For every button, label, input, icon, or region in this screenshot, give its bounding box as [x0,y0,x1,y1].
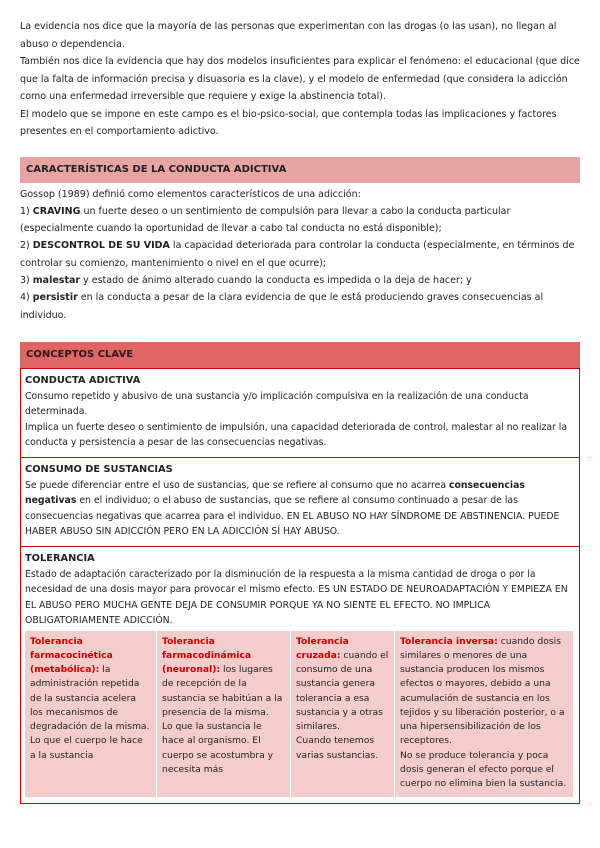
tolerancia-title: TOLERANCIA [25,552,95,564]
list-item [20,289,580,324]
tolerancia-type-cell [291,631,395,797]
consumo-text-part: Se puede diferenciar entre el uso de sustancias, que se refiere al consumo que no acarrea [25,479,449,491]
conducta-adictiva-box [20,368,580,458]
item-text: la capacidad deteriorada para controlar la conducta (especialmente, en términos de controlar su comienzo, mantenimiento o nivel en el que ocurre); [20,240,575,269]
tolerancia-type-term: Tolerancia inversa: [400,635,498,647]
caracteristicas-lead: Gossop (1989) definió como elementos característicos de una adicción: [20,188,361,200]
item-term: DESCONTROL DE SU VIDA [32,240,170,252]
item-text: y estado de ánimo alterado cuando la conducta es impedida o la deja de hacer; y [80,274,472,286]
consumo-bold-term: consecuencias negativas [25,479,525,507]
intro-paragraph-3: El modelo que se impone en este campo es el bio-psico-social, que contempla todas las implicaciones y factores presentes en el comportamiento adictivo. [20,108,557,137]
tolerancia-type-note: Lo que el cuerpo le hace a la sustancia [30,735,143,761]
tolerancia-type-term: Tolerancia farmacodinámica (neuronal): [162,635,252,676]
item-term: persistir [32,292,78,304]
tolerancia-type-cell [157,631,291,797]
conducta-adictiva-text-1: Consumo repetido y abusivo de una sustancia y/o implicación compulsiva en la realización de una conducta determinada. [25,390,529,418]
intro-paragraph-2: También nos dice la evidencia que hay dos modelos insuficientes para explicar el fenómeno: el educacional (que dice que la falta de información precisa y disuasoria es la clave), y el modelo de enfermedad (que considera la adicción como una enfermedad irreversible que requiere y exige la abstinencia total). [20,56,580,102]
consumo-sustancias-box [20,458,580,547]
conducta-adictiva-title: CONDUCTA ADICTIVA [25,374,141,386]
item-number: 1) [20,205,33,217]
caracteristicas-heading: CARACTERÍSTICAS DE LA CONDUCTA ADICTIVA [20,157,580,183]
intro-section [20,18,580,141]
list-item [20,203,580,238]
conducta-adictiva-text-2: Implica un fuerte deseo o sentimiento de impulsión, una capacidad deteriorada de control, malestar al no realizar la conducta y persistencia a pesar de las consecuencias negativas. [25,421,568,449]
list-item [20,272,580,289]
tolerancia-box [20,547,580,804]
item-term: malestar [32,274,81,286]
item-text: en la conducta a pesar de la clara evidencia de que le está produciendo graves consecuencias al individuo. [20,292,544,321]
item-term: CRAVING [32,205,81,217]
consumo-sustancias-text [25,478,573,540]
tolerancia-type-text: los lugares de recepción de la sustancia se habitúan a la presencia de la misma. [162,664,283,718]
tolerancia-type-term: Tolerancia farmacocinética (metabólica): [30,635,113,676]
item-number: 4) [20,292,33,304]
consumo-sustancias-title: CONSUMO DE SUSTANCIAS [25,463,173,475]
tolerancia-types-table [25,631,573,797]
item-number: 3) [20,274,33,286]
conceptos-heading: CONCEPTOS CLAVE [20,342,580,368]
consumo-text-part: en el individuo; o el abuso de sustancias, que se refiere al consumo continuado a pesar de las consecuencias negativas que acarrea para el individuo. EN EL ABUSO NO HAY SÍNDROME DE ABSTINENCIA. PUEDE HABER ABUSO SIN ADICCIÓN PERO EN LA ADICCIÓN SÍ HAY ABUSO. [25,495,560,538]
tolerancia-type-cell [25,631,157,797]
item-number: 2) [20,240,33,252]
list-item [20,237,580,272]
item-text: un fuerte deseo o un sentimiento de compulsión para llevar a cabo la conducta particular (especialmente cuando la oportunidad de llevar a cabo tal conducta no está disponible); [20,205,511,235]
document-page [20,18,580,804]
tolerancia-type-text: la administración repetida de la sustancia acelera los mecanismos de degradación de la misma. [30,664,150,733]
intro-paragraph-1: La evidencia nos dice que la mayoría de las personas que experimentan con las drogas (o las usan), no llegan al abuso o dependencia. [20,21,557,50]
tolerancia-type-term: Tolerancia cruzada: [296,635,349,662]
tolerancia-type-text: cuando el consumo de una sustancia genera tolerancia a esa sustancia y a otras similares. [296,650,389,733]
caracteristicas-list [20,186,580,324]
tolerancia-type-text: cuando dosis similares o menores de una sustancia producen los mismos efectos o mayores, debido a una acumulación de sustancia en los tejidos y su liberación posterior, o a una hipersensibilización de los receptores. [400,635,565,747]
tolerancia-text: Estado de adaptación caracterizado por la disminución de la respuesta a la misma cantidad de droga o por la necesidad de una dosis mayor para provocar el mismo efecto. ES UN ESTADO DE NEUROADAPTACIÓN Y EMPIEZA EN EL ABUSO PERO MUCHA GENTE DEJA DE CONSUMIR PORQUE YA NO SIENTE EL EFECTO. NO IMPLICA OBLIGATORIAMENTE ADICCIÓN. [25,568,568,627]
tolerancia-type-note: No se produce tolerancia y poca dosis generan el efecto porque el cuerpo no elimina bien la sustancia. [400,749,567,789]
tolerancia-type-note: Cuando tenemos varias sustancias. [296,735,379,761]
tolerancia-type-note: Lo que la sustancia le hace al organismo. El cuerpo se acostumbra y necesita más [162,721,274,775]
tolerancia-type-cell [395,631,573,797]
